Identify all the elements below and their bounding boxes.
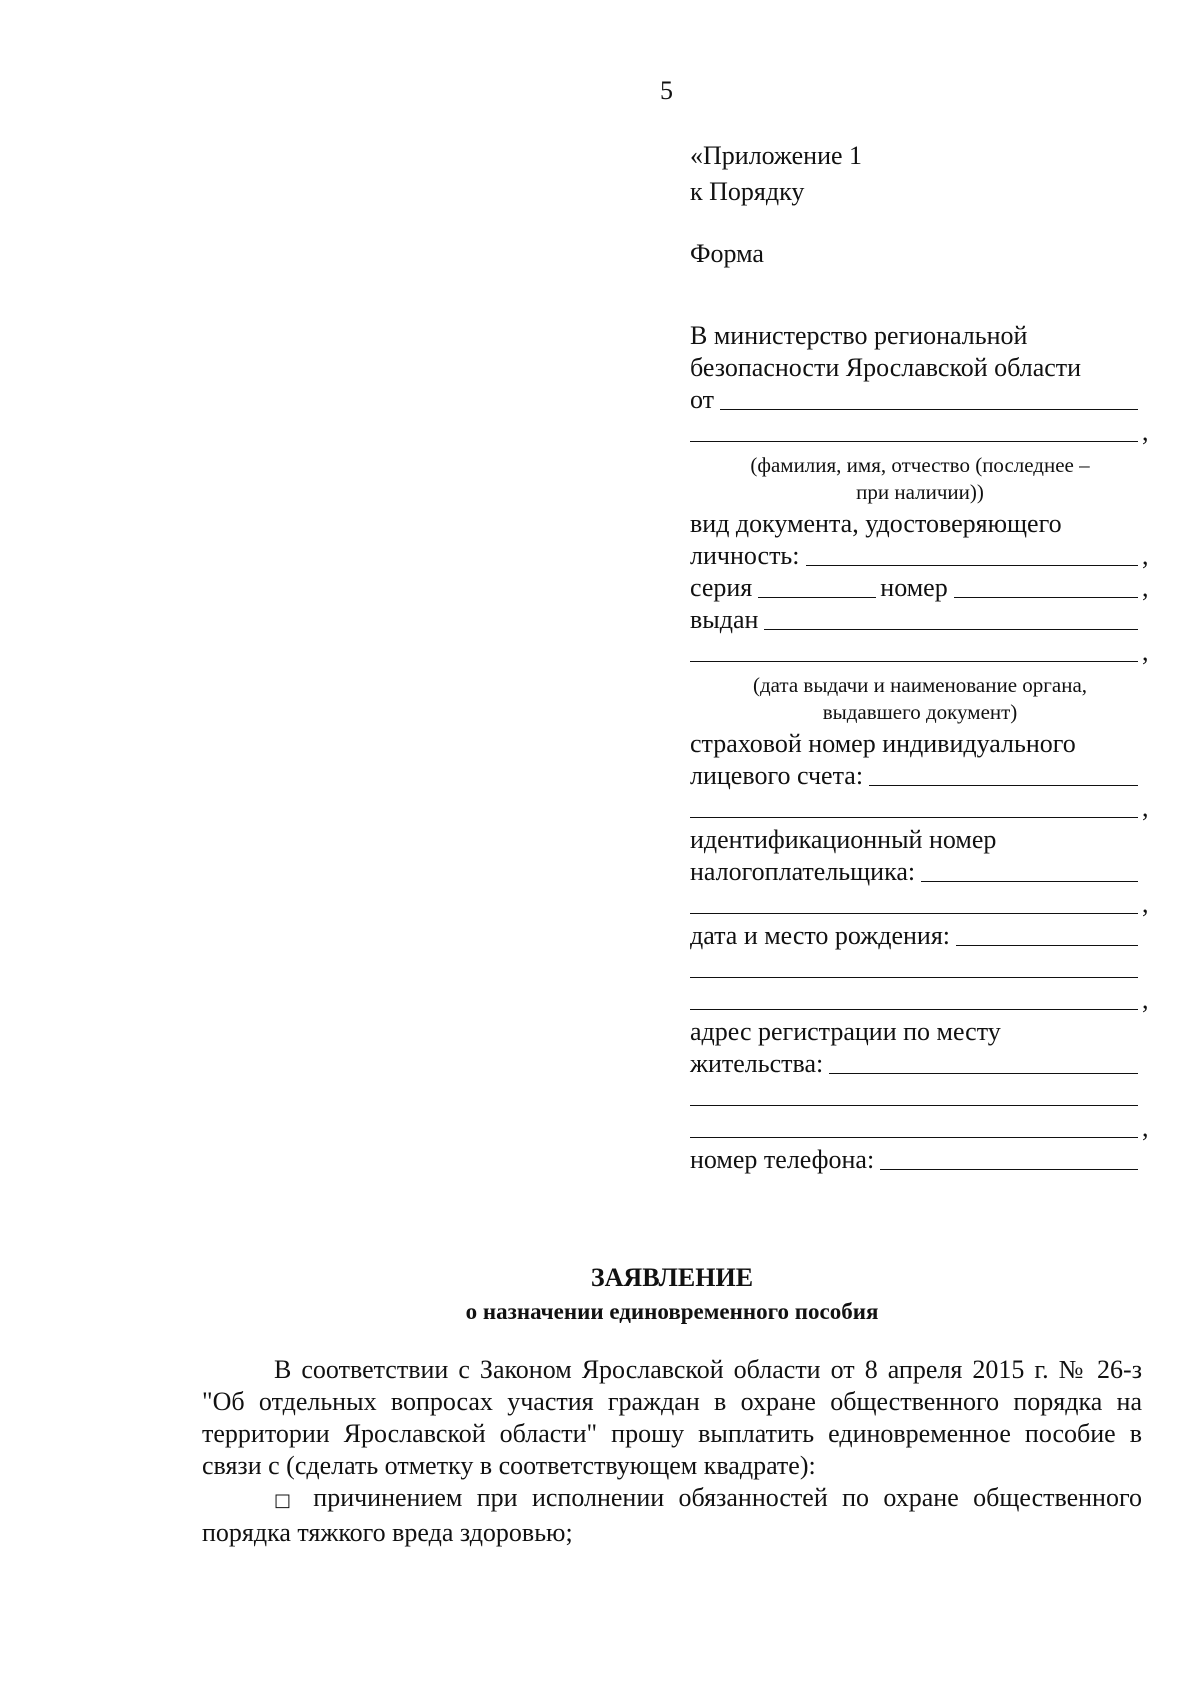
snils-row xyxy=(690,760,1150,792)
inn-label: налогоплательщика: xyxy=(690,857,916,886)
inn-continuation-row: , xyxy=(690,888,1150,920)
address-continuation-row-2: , xyxy=(690,1112,1150,1144)
series-label: серия xyxy=(690,573,753,602)
name-field-continuation[interactable] xyxy=(690,419,1138,442)
from-row xyxy=(690,384,1150,416)
issued-caption: (дата выдачи и наименование органа, выдавшего документ) xyxy=(752,673,1088,724)
from-label: от xyxy=(690,385,715,414)
name-caption: (фамилия, имя, отчество (последнее – при наличии)) xyxy=(750,453,1090,504)
address-line-1: адрес регистрации по месту xyxy=(690,1017,1001,1046)
phone-label: номер телефона: xyxy=(690,1145,875,1174)
option-serious-harm-label: причинением при исполнении обязанностей по охране общественного порядка тяжкого вреда здоровью; xyxy=(202,1483,1142,1547)
header-block xyxy=(690,138,1150,1176)
snils-continuation-row: , xyxy=(690,792,1150,824)
address-row xyxy=(690,1048,1150,1080)
inn-field-continuation[interactable] xyxy=(690,891,1138,914)
request-paragraph: В соответствии с Законом Ярославской области от 8 апреля 2015 г. № 26-з "Об отдельных вопросах участия граждан в охране общественного порядка на территории Ярославской области" прошу выплатить единовременное пособие в связи с (сделать отметку в соответствующем квадрате): xyxy=(202,1355,1142,1480)
doc-type-line-1: вид документа, удостоверяющего xyxy=(690,509,1062,538)
birth-row xyxy=(690,920,1150,952)
doc-type-row: личность: , xyxy=(690,541,1149,570)
issued-continuation-row: , xyxy=(690,636,1150,668)
series-number-row: серия номер , xyxy=(690,573,1149,602)
birth-field[interactable] xyxy=(956,923,1138,946)
name-continuation-row: , xyxy=(690,416,1150,448)
birth-label: дата и место рождения: xyxy=(690,921,951,950)
name-field[interactable] xyxy=(720,387,1138,410)
phone-row xyxy=(690,1144,1150,1176)
address-continuation-row-1 xyxy=(690,1080,1150,1112)
snils-line-1: страховой номер индивидуального xyxy=(690,729,1076,758)
birth-field-continuation-1[interactable] xyxy=(690,955,1138,978)
statement-body xyxy=(202,1354,1142,1549)
issued-row xyxy=(690,604,1150,636)
issued-field[interactable] xyxy=(764,607,1138,630)
statement-title: ЗАЯВЛЕНИЕ xyxy=(590,1263,754,1292)
issued-field-continuation[interactable] xyxy=(690,639,1138,662)
issued-label: выдан xyxy=(690,605,759,634)
annex-line-2: к Порядку xyxy=(690,177,805,206)
address-field-continuation-1[interactable] xyxy=(690,1083,1138,1106)
inn-field[interactable] xyxy=(921,859,1138,882)
addressee-line-1: В министерство региональной xyxy=(690,321,1028,350)
doc-type-field[interactable] xyxy=(806,543,1138,566)
annex-line-1: «Приложение 1 xyxy=(690,141,863,170)
annex-reference xyxy=(690,138,1150,210)
birth-field-continuation-2[interactable] xyxy=(690,987,1138,1010)
number-label: номер xyxy=(880,573,948,602)
form-label: Форма xyxy=(690,239,764,268)
doc-type-label: личность: xyxy=(690,541,800,570)
option-serious-harm xyxy=(202,1482,1142,1549)
birth-continuation-row-2: , xyxy=(690,984,1150,1016)
address-field-continuation-2[interactable] xyxy=(690,1115,1138,1138)
checkbox-icon[interactable]: □ xyxy=(274,1490,299,1511)
statement-subtitle: о назначении единовременного пособия xyxy=(465,1299,879,1324)
series-field[interactable] xyxy=(758,575,876,598)
snils-field-continuation[interactable] xyxy=(690,795,1138,818)
inn-line-1: идентификационный номер xyxy=(690,825,997,854)
statement-heading xyxy=(202,1260,1142,1328)
phone-field[interactable] xyxy=(880,1147,1138,1170)
birth-continuation-row-1 xyxy=(690,952,1150,984)
snils-label: лицевого счета: xyxy=(690,761,864,790)
address-label: жительства: xyxy=(690,1049,824,1078)
addressee-line-2: безопасности Ярославской области xyxy=(690,353,1082,382)
page-number: 5 xyxy=(660,76,673,105)
addressee-block xyxy=(690,320,1150,1176)
address-field[interactable] xyxy=(829,1051,1138,1074)
snils-field[interactable] xyxy=(869,763,1138,786)
number-field[interactable] xyxy=(954,575,1138,598)
inn-row xyxy=(690,856,1150,888)
